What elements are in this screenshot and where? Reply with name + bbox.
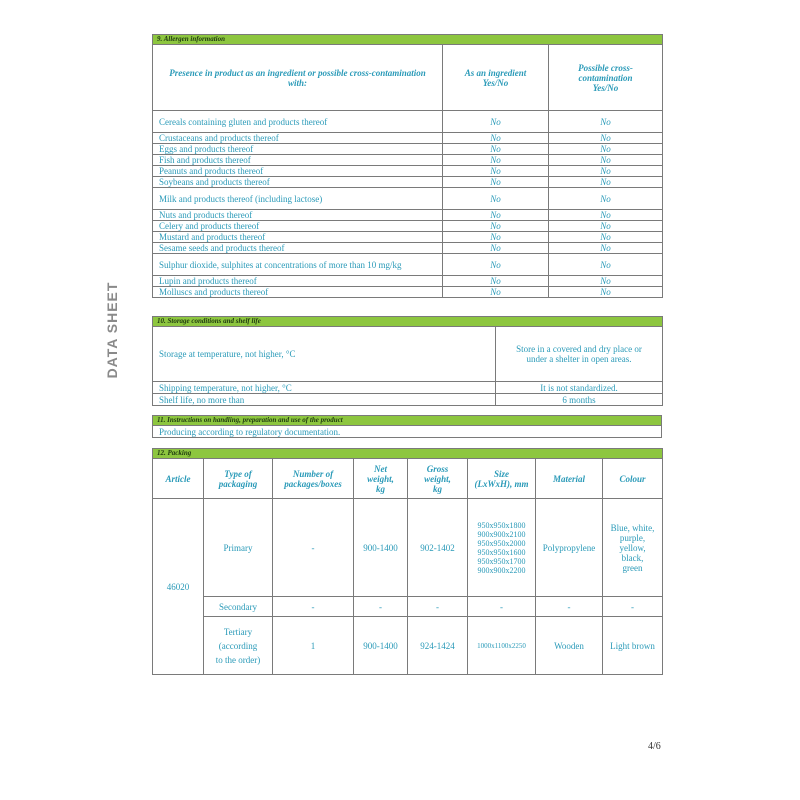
packing-type: Tertiary (according to the order): [204, 617, 273, 675]
allergen-row: [153, 111, 663, 133]
allergen-ingredient-value: No: [443, 254, 549, 276]
allergen-name: Crustaceans and products thereof: [153, 133, 443, 144]
packing-col-header: Type of packaging: [204, 459, 273, 499]
allergen-row: [153, 210, 663, 221]
packing-net-weight: 900-1400: [354, 499, 408, 597]
packing-size: 950x950x1800 900x900x2100 950x950x2000 950x950x1600 950x950x1700 900x900x2200: [468, 499, 536, 597]
allergen-name: Peanuts and products thereof: [153, 166, 443, 177]
allergen-ingredient-value: No: [443, 188, 549, 210]
allergen-name: Sesame seeds and products thereof: [153, 243, 443, 254]
allergen-name: Mustard and products thereof: [153, 232, 443, 243]
storage-temp-value: Store in a covered and dry place or under a shelter in open areas.: [496, 327, 663, 382]
allergen-row: [153, 221, 663, 232]
allergen-name: Lupin and products thereof: [153, 276, 443, 287]
packing-number: 1: [273, 617, 354, 675]
allergen-ingredient-value: No: [443, 287, 549, 298]
packing-gross-weight: 924-1424: [408, 617, 468, 675]
packing-number: -: [273, 597, 354, 617]
allergen-row: [153, 177, 663, 188]
shipping-temp-value: It is not standardized.: [496, 382, 663, 394]
storage-section-header: 10. Storage conditions and shelf life: [153, 317, 663, 327]
shipping-temp-label: Shipping temperature, not higher, °C: [153, 382, 496, 394]
allergen-ingredient-value: No: [443, 221, 549, 232]
allergen-cross-value: No: [549, 254, 663, 276]
allergen-ingredient-value: No: [443, 210, 549, 221]
allergen-col-ingredient: As an ingredient Yes/No: [443, 45, 549, 111]
allergen-name: Milk and products thereof (including lactose): [153, 188, 443, 210]
packing-gross-weight: 902-1402: [408, 499, 468, 597]
allergen-row: [153, 144, 663, 155]
allergen-cross-value: No: [549, 111, 663, 133]
packing-colour: -: [603, 597, 663, 617]
allergen-name: Celery and products thereof: [153, 221, 443, 232]
allergen-row: [153, 155, 663, 166]
allergen-row: [153, 133, 663, 144]
allergen-ingredient-value: No: [443, 243, 549, 254]
allergen-row: [153, 254, 663, 276]
packing-material: Polypropylene: [536, 499, 603, 597]
packing-col-header: Gross weight, kg: [408, 459, 468, 499]
packing-col-header: Colour: [603, 459, 663, 499]
allergen-name: Eggs and products thereof: [153, 144, 443, 155]
packing-size: -: [468, 597, 536, 617]
allergen-name: Fish and products thereof: [153, 155, 443, 166]
packing-colour: Light brown: [603, 617, 663, 675]
packing-table: [152, 448, 663, 675]
allergen-ingredient-value: No: [443, 133, 549, 144]
packing-section-header: 12. Packing: [153, 449, 663, 459]
packing-col-header: Article: [153, 459, 204, 499]
allergen-ingredient-value: No: [443, 155, 549, 166]
allergen-ingredient-value: No: [443, 144, 549, 155]
page-number: 4/6: [648, 741, 661, 752]
packing-type: Secondary: [204, 597, 273, 617]
allergen-col-cross: Possible cross- contamination Yes/No: [549, 45, 663, 111]
allergen-cross-value: No: [549, 276, 663, 287]
allergen-cross-value: No: [549, 133, 663, 144]
allergen-ingredient-value: No: [443, 276, 549, 287]
packing-number: -: [273, 499, 354, 597]
allergen-cross-value: No: [549, 243, 663, 254]
packing-colour: Blue, white, purple, yellow, black, green: [603, 499, 663, 597]
allergen-ingredient-value: No: [443, 111, 549, 133]
instructions-text: Producing according to regulatory documentation.: [153, 426, 662, 438]
packing-material: Wooden: [536, 617, 603, 675]
allergen-cross-value: No: [549, 177, 663, 188]
allergen-ingredient-value: No: [443, 177, 549, 188]
allergen-name: Sulphur dioxide, sulphites at concentrations of more than 10 mg/kg: [153, 254, 443, 276]
packing-type: Primary: [204, 499, 273, 597]
packing-col-header: Size (LxWxH), mm: [468, 459, 536, 499]
instructions-section-header: 11. Instructions on handling, preparation and use of the product: [153, 416, 662, 426]
allergen-name: Nuts and products thereof: [153, 210, 443, 221]
allergen-name: Cereals containing gluten and products thereof: [153, 111, 443, 133]
allergen-row: [153, 243, 663, 254]
allergen-row: [153, 232, 663, 243]
allergen-cross-value: No: [549, 232, 663, 243]
allergen-row: [153, 287, 663, 298]
allergen-row: [153, 188, 663, 210]
packing-col-header: Net weight, kg: [354, 459, 408, 499]
packing-gross-weight: -: [408, 597, 468, 617]
packing-net-weight: 900-1400: [354, 617, 408, 675]
packing-size: 1000x1100x2250: [468, 617, 536, 675]
allergen-cross-value: No: [549, 155, 663, 166]
packing-col-header: Material: [536, 459, 603, 499]
shelf-life-label: Shelf life, no more than: [153, 394, 496, 406]
shelf-life-value: 6 months: [496, 394, 663, 406]
storage-temp-label: Storage at temperature, not higher, °C: [153, 327, 496, 382]
packing-net-weight: -: [354, 597, 408, 617]
allergen-section-header: 9. Allergen information: [153, 35, 663, 45]
allergen-cross-value: No: [549, 144, 663, 155]
article-number: 46020: [153, 499, 204, 675]
allergen-cross-value: No: [549, 221, 663, 232]
allergen-cross-value: No: [549, 166, 663, 177]
allergen-name: Soybeans and products thereof: [153, 177, 443, 188]
allergen-ingredient-value: No: [443, 166, 549, 177]
allergen-col-presence: Presence in product as an ingredient or possible cross-contamination with:: [153, 45, 443, 111]
allergen-cross-value: No: [549, 188, 663, 210]
allergen-cross-value: No: [549, 287, 663, 298]
allergen-name: Molluscs and products thereof: [153, 287, 443, 298]
allergen-row: [153, 276, 663, 287]
allergen-table: [152, 34, 663, 298]
packing-col-header: Number of packages/boxes: [273, 459, 354, 499]
allergen-ingredient-value: No: [443, 232, 549, 243]
data-sheet-label: DATA SHEET: [104, 281, 120, 379]
allergen-cross-value: No: [549, 210, 663, 221]
packing-material: -: [536, 597, 603, 617]
instructions-table: [152, 415, 662, 438]
storage-table: [152, 316, 663, 406]
allergen-row: [153, 166, 663, 177]
